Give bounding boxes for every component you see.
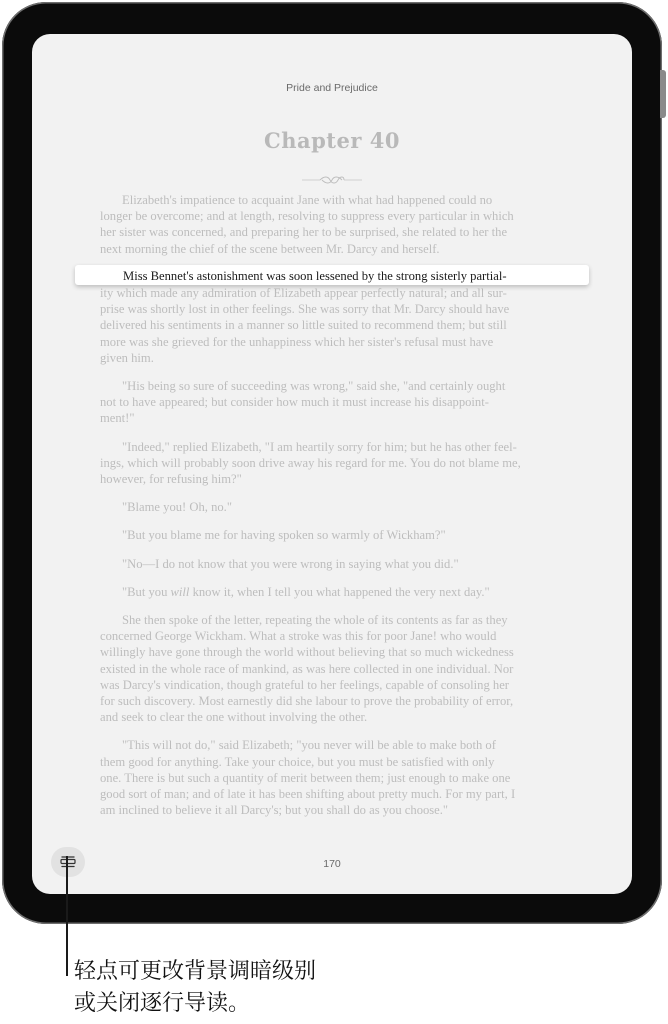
paragraph — [100, 612, 576, 725]
text-line: prise was shortly lost in other feelings. She was sorry that Mr. Darcy should have — [100, 302, 510, 317]
text-line: and seek to clear the one without involving the other. — [100, 710, 368, 725]
caption-line: 或关闭逐行导读。 — [74, 991, 251, 1016]
text-line: ings, which will probably soon drive away his regard for me. You do not blame me, — [100, 455, 521, 470]
caption-line: 轻点可更改背景调暗级别 — [74, 959, 317, 984]
callout-line — [66, 856, 68, 976]
chapter-heading: Chapter 40 — [264, 128, 400, 153]
book-title: Pride and Prejudice — [286, 82, 378, 94]
text-line: her sister was concerned, and preparing her to be surprised, she related to her the — [100, 225, 508, 240]
text-line: "But you blame me for having spoken so warmly of Wickham?" — [122, 528, 446, 543]
text-line: "No—I do not know that you were wrong in saying what you did." — [122, 556, 459, 571]
text-fragment: know it, when I tell you what happened the very next day." — [189, 584, 490, 599]
text-line: however, for refusing him?" — [100, 472, 242, 487]
text-line: delivered his sentiments in a manner so little suited to recommend them; but still — [100, 318, 507, 333]
text-line: concerned George Wickham. What a stroke was this for poor Jane! who would — [100, 629, 497, 644]
italic-word: will — [170, 584, 190, 599]
text-line: "This will not do," said Elizabeth; "you never will be able to make both of — [122, 738, 496, 753]
paragraph — [100, 737, 576, 818]
book-text — [100, 192, 576, 819]
books-reader-screen — [32, 34, 632, 894]
top-button — [660, 70, 666, 118]
text-line: ity which made any admiration of Elizabeth appear perfectly natural; and all sur- — [100, 286, 507, 301]
paragraph — [100, 439, 576, 488]
text-line: not to have appeared; but consider how much it must increase his disappoint- — [100, 395, 489, 410]
callout-caption — [74, 956, 316, 1020]
text-line: She then spoke of the letter, repeating the whole of its contents as far as they — [122, 613, 508, 628]
chapter-ornament-icon — [300, 175, 364, 185]
highlighted-line: Miss Bennet's astonishment was soon lessened by the strong sisterly partial- — [123, 269, 507, 283]
text-line: given him. — [100, 350, 154, 365]
text-line: longer be overcome; and at length, resolving to suppress every particular in which — [100, 209, 514, 224]
text-line: existed in the whole race of mankind, as was here collected in one individual. Nor — [100, 661, 514, 676]
text-line: willingly have gone through the world without believing that so much wickedness — [100, 645, 514, 660]
text-line: "Indeed," replied Elizabeth, "I am heartily sorry for him; but he has other feel- — [122, 439, 517, 454]
text-line: next morning the chief of the scene between Mr. Darcy and herself. — [100, 241, 440, 256]
text-line: "Blame you! Oh, no." — [122, 500, 232, 515]
text-line: ment!" — [100, 411, 135, 426]
text-line: one. There is but such a quantity of merit between them; just enough to make one — [100, 770, 511, 785]
text-line: was Darcy's vindication, though grateful to her feelings, capable of consoling her — [100, 677, 509, 692]
paragraph — [100, 192, 576, 257]
text-line: "His being so sure of succeeding was wrong," said she, "and certainly ought — [122, 379, 506, 394]
text-fragment: "But you — [122, 584, 171, 599]
text-line: more was she grieved for the unhappiness which her sister's refusal must have — [100, 334, 494, 349]
text-line: am inclined to believe it all Darcy's; but you shall do as you choose." — [100, 803, 449, 818]
text-line: good sort of man; and of late it has been shifting about pretty much. For my part, I — [100, 787, 516, 802]
paragraph — [100, 378, 576, 427]
text-line: for such discovery. Most earnestly did she labour to prove the probability of error, — [100, 694, 514, 709]
text-line: Elizabeth's impatience to acquaint Jane with what had happened could no — [122, 193, 493, 207]
text-line: them good for anything. Take your choice, but you must be satisfied with only — [100, 754, 495, 769]
text-line — [100, 584, 576, 600]
page-number: 170 — [323, 858, 341, 870]
